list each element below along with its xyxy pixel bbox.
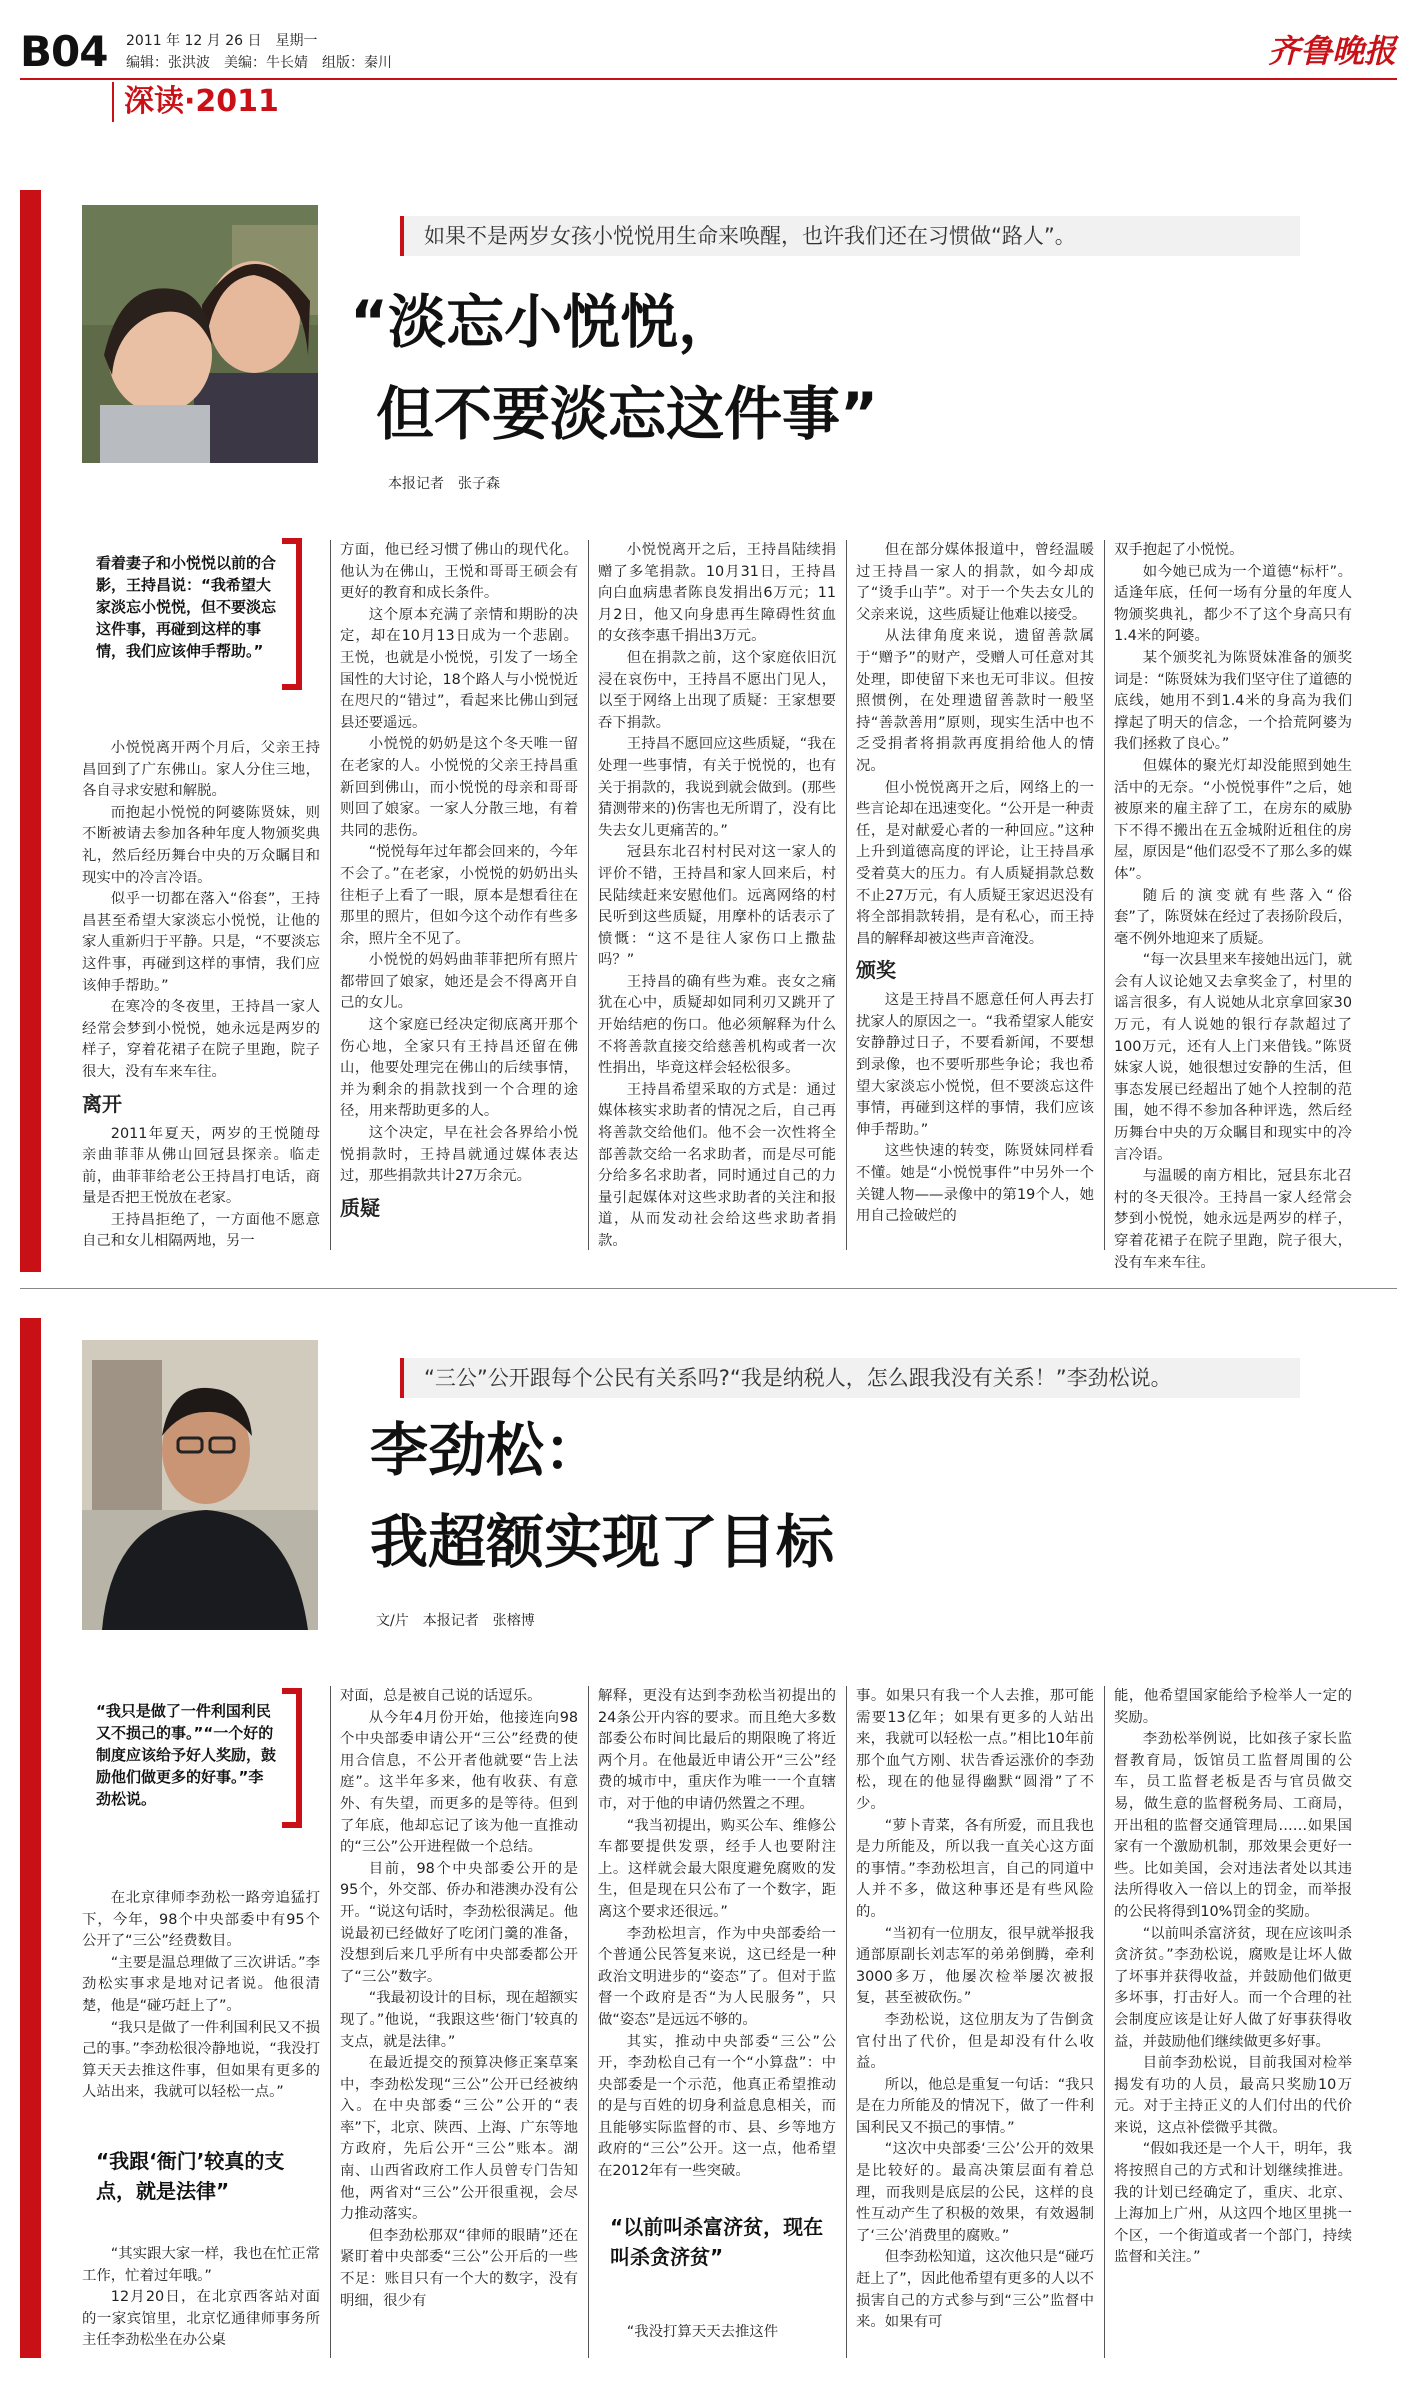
paragraph: 在最近提交的预算决修正案草案中，李劲松发现“三公”公开已经被纳入。在中央部委“三公”公开的“表率”下，北京、陕西、上海、广东等地方政府，先后公开“三公”账本。湖南、山西省政府工作人员曾专门告知他，两省对“三公”公开很重视，会尽力推动落实。: [340, 2055, 578, 2223]
section-tick: [112, 82, 114, 122]
paragraph: 某个颁奖礼为陈贤妹准备的颁奖词是：“陈贤妹为我们坚守住了道德的底线，她用不到1.4米的身高为我们撑起了明天的信念，一个拾荒阿婆为我们拯救了良心。”: [1114, 649, 1352, 753]
paragraph: 如今她已成为一个道德“标杆”。适逢年底，任何一场有分量的年度人物颁奖典礼，都少不了这个身高只有1.4米的阿婆。: [1114, 563, 1352, 645]
column-divider: [588, 1686, 589, 2358]
paragraph: 随后的演变就有些落入“俗套”了，陈贤妹在经过了表扬阶段后，毫不例外地迎来了质疑。: [1114, 887, 1352, 947]
paragraph: 这个家庭已经决定彻底离开那个伤心地，全家只有王持昌还留在佛山，他要处理完在佛山的后续事情，并为剩余的捐款找到一个合理的途径，用来帮助更多的人。: [340, 1017, 578, 1120]
paragraph: “以前叫杀富济贫，现在应该叫杀贪济贫。”李劲松说，腐败是让坏人做了坏事并获得收益，并鼓励他们做更多坏事，打击好人。而一个合理的社会制度应该是让好人做了好事获得收益，并鼓励他们继续做更多好事。: [1114, 1925, 1352, 2050]
story2-quote-bracket: [282, 1688, 302, 1828]
column-divider: [1104, 1686, 1105, 2358]
story1-headline-line1: “淡忘小悦悦，: [350, 288, 737, 356]
story2-lead: “三公”公开跟每个公民有关系吗?“我是纳税人，怎么跟我没有关系！”李劲松说。: [400, 1358, 1300, 1398]
paragraph: “每一次县里来车接她出远门，就会有人议论她又去拿奖金了，村里的谣言很多，有人说她从北京拿回家30万元，有人说她的银行存款超过了100万元，还有人上门来借钱。”陈贤妹家人说，她很想过安静的生活，但事态发展已经超出了她个人控制的范围，她不得不参加各种评选，然后经历舞台中央的万众瞩目和现实中的冷言冷语。: [1114, 952, 1352, 1163]
paragraph: 李劲松坦言，作为中央部委给一个普通公民答复来说，这已经是一种政治文明进步的“姿态”了。但对于监督一个政府是否“为人民服务”，只做“姿态”是远远不够的。: [598, 1925, 836, 2028]
paragraph: 而抱起小悦悦的阿婆陈贤妹，则不断被请去参加各种年度人物颁奖典礼，然后经历舞台中央的万众瞩目和现实中的冷言冷语。: [82, 804, 320, 886]
story2-photo: [82, 1340, 318, 1630]
paragraph: 但在部分媒体报道中，曾经温暖过王持昌一家人的捐款，如今却成了“烫手山芋”。对于一个失去女儿的父亲来说，这些质疑让他难以接受。: [856, 542, 1094, 623]
story2-column-2: [340, 1686, 578, 2358]
paragraph: 李劲松举例说，比如孩子家长监督教育局，饭馆员工监督周围的公车，员工监督老板是否与官员做交易，做生意的监督税务局、工商局，开出租的监督交通管理局……如果国家有一个激励机制，那效果会更好一些。比如美国，会对违法者处以其违法所得收入一倍以上的罚金，而举报的公民将得到10%罚金的奖励。: [1114, 1731, 1352, 1920]
story1-column-2: [340, 540, 578, 1260]
paragraph: 小悦悦的奶奶是这个冬天唯一留在老家的人。小悦悦的父亲王持昌重新回到佛山，而小悦悦的母亲和哥哥则回了娘家。一家人分散三地，有着共同的悲伤。: [340, 736, 578, 839]
paragraph: 但在捐款之前，这个家庭依旧沉浸在哀伤中，王持昌不愿出门见人，以至于网络上出现了质疑：王家想要吞下捐款。: [598, 649, 836, 731]
paragraph: “悦悦每年过年都会回来的，今年不会了。”在老家，小悦悦的奶奶出头往柜子上看了一眼，原本是想看往在那里的照片，但如今这个动作有些多余，照片全不见了。: [340, 844, 578, 947]
paragraph: 王持昌希望采取的方式是：通过媒体核实求助者的情况之后，自己再将善款交给他们。他不会一次性将全部善款交给一名求助者，而是尽可能分给多名求助者，同时通过自己的力量引起媒体对这些求助者的关注和报道，从而发动社会给这些求助者捐款。: [598, 1081, 836, 1249]
paragraph: 但媒体的聚光灯却没能照到她生活中的无奈。“小悦悦事件”之后，她被原来的雇主辞了工，在房东的威胁下不得不搬出在五金城附近租住的房屋，原因是“他们忍受不了那么多的媒体”。: [1114, 757, 1352, 882]
paragraph: 对面，总是被自己说的话逗乐。: [340, 1688, 542, 1704]
paragraph: 这个决定，早在社会各界给小悦悦捐款时，王持昌就通过媒体表达过，那些捐款共计27万余元。: [340, 1125, 578, 1185]
column-divider: [330, 540, 331, 1250]
paragraph: 但李劲松那双“律师的眼睛”还在紧盯着中央部委“三公”公开后的一些不足：账目只有一个大的数字，没有明细，很少有: [340, 2227, 578, 2309]
story-separator: [20, 1288, 1397, 1289]
paragraph: 双手抱起了小悦悦。: [1114, 542, 1244, 558]
paragraph: “我只是做了一件利国利民又不损己的事。”李劲松很冷静地说，“我没打算天天去推这件事，但如果有更多的人站出来，我就可以轻松一点。”: [82, 2019, 320, 2101]
paragraph: 2011年夏天，两岁的王悦随母亲曲菲菲从佛山回冠县探亲。临走前，曲菲菲给老公王持昌打电话，商量是否把王悦放在老家。: [82, 1125, 320, 1207]
section-title: 深读·2011: [124, 84, 279, 119]
paragraph: 其实，推动中央部委“三公”公开，李劲松自己有一个“小算盘”：中央部委是一个示范，他真正希望推动的是与百姓的切身利益息息相关，而且能够实际监督的市、县、乡等地方政府的“三公”公开。这一点，他希望在2012年有一些突破。: [598, 2033, 836, 2180]
paragraph: “萝卜青菜，各有所爱，而且我也是力所能及，所以我一直关心这方面的事情。”李劲松坦言，自己的同道中人并不多，做这种事还是有些风险的。: [856, 1817, 1094, 1920]
story2-column-3: [598, 1686, 836, 2186]
paragraph: 从法律角度来说，遗留善款属于“赠予”的财产，受赠人可任意对其处理，即使留下来也无可非议。但按照惯例，在处理遗留善款时一般坚持“善款善用”原则，现实生活中也不乏受捐者将捐款再度捐给他人的情况。: [856, 628, 1094, 774]
story2-column-5: [1114, 1686, 1352, 2358]
story2-headline-line1: 李劲松：: [370, 1416, 603, 1484]
paragraph: 小悦悦离开之后，王持昌陆续捐赠了多笔捐款。10月31日，王持昌向白血病患者陈良发捐出6万元；11月2日，他又向身患再生障碍性贫血的女孩李惠千捐出3万元。: [598, 542, 836, 645]
story1-byline: 本报记者 张子森: [388, 476, 500, 492]
story1-column-4: [856, 540, 1094, 1260]
story2-column-2-text: [340, 1686, 578, 2312]
story2-side-bar: [20, 1318, 41, 2358]
paragraph: 李劲松说，这位朋友为了告倒贪官付出了代价，但是却没有什么收益。: [856, 2011, 1094, 2072]
paragraph: 在寒冷的冬夜里，王持昌一家人经常会梦到小悦悦，她永远是两岁的样子，穿着花裙子在院子里跑，院子很大，没有车来车往。: [82, 999, 320, 1080]
paragraph: “这次中央部委‘三公’公开的效果是比较好的。最高决策层面有着总理，而我则是底层的公民，这样的良性互动产生了积极的效果，有效遏制了‘三公’消费里的腐败。”: [856, 2141, 1094, 2244]
story1-quote-bracket: [282, 538, 302, 690]
paragraph: 目前，98个中央部委公开的是95个，外交部、侨办和港澳办没有公开。“说这句话时，李劲松很满足。他说最初已经做好了吃闭门羹的准备，没想到后来几乎所有中央部委都公开了“三公”数字。: [340, 1860, 578, 1985]
story1-column-5-text: [1114, 540, 1352, 1274]
story2-column-3b-text: [598, 2322, 836, 2344]
column-divider: [1104, 540, 1105, 1250]
column-divider: [330, 1686, 331, 2358]
story1-column-4-text: [856, 540, 1094, 1228]
story2-pullquote-1: “我跟‘衙门’较真的支点，就是法律”: [96, 2149, 285, 2203]
story2-column-1b: [82, 2244, 320, 2354]
story1-column-3-text: [598, 540, 836, 1253]
story2-column-1: [82, 1888, 320, 2128]
paragraph: 这些快速的转变，陈贤妹同样看不懂。她是“小悦悦事件”中另外一个关键人物——录像中的第19个人，她用自己捡破烂的: [856, 1143, 1094, 1225]
paragraph: 王持昌的确有些为难。丧女之痛犹在心中，质疑却如同利刃又跳开了开始结疤的伤口。他必须解释为什么不将善款直接交给慈善机构或者一次性捐出，毕竟这样会轻松很多。: [598, 973, 836, 1077]
paragraph: 与温暖的南方相比，冠县东北召村的冬天很冷。王持昌一家人经常会梦到小悦悦，她永远是两岁的样子，穿着花裙子在院子里跑，院子很大，没有车来车往。: [1114, 1168, 1352, 1271]
story2-quote: “我只是做了一件利国利民又不损己的事。”“一个好的制度应该给予好人奖励，鼓励他们做更多的好事。”李劲松说。: [96, 1702, 277, 1808]
date-line: 2011 年 12 月 26 日 星期一: [126, 33, 318, 49]
paragraph: 小悦悦的妈妈曲菲菲把所有照片都带回了娘家，她还是会不得离开自己的女儿。: [340, 952, 578, 1012]
paragraph: 目前李劲松说，目前我国对检举揭发有功的人员，最高只奖励10万元。对于主持正义的人们付出的代价来说，这点补偿微乎其微。: [1114, 2055, 1352, 2136]
paragraph: 方面，他已经习惯了佛山的现代化。他认为在佛山，王悦和哥哥王硕会有更好的教育和成长条件。: [340, 542, 578, 602]
story1-column-3: [598, 540, 836, 1260]
paragraph: “其实跟大家一样，我也在忙正常工作，忙着过年哦。”: [82, 2246, 320, 2284]
column-divider: [846, 1686, 847, 2358]
story1-quote: 看着妻子和小悦悦以前的合影，王持昌说：“我希望大家淡忘小悦悦，但不要淡忘这件事，再碰到这样的事情，我们应该伸手帮助。”: [96, 554, 277, 660]
paragraph: 从今年4月份开始，他接连向98个中央部委申请公开“三公”经费的使用合信息，不公开者他就要“告上法庭”。这半年多来，他有收获、有意外、有失望，而更多的是等待。但到了年底，他却忘记了该为他一直推动的“三公”公开进程做一个总结。: [340, 1709, 578, 1856]
page-number: B04: [20, 27, 108, 76]
paragraph: “假如我还是一个人干，明年，我将按照自己的方式和计划继续推进。我的计划已经确定了，重庆、北京、上海加上广州，从这四个地区里挑一个区，一个街道或者一个部门，持续监督和关注。”: [1114, 2141, 1352, 2266]
story2-column-3b: [598, 2322, 836, 2358]
story2-column-4-text: [856, 1686, 1094, 2334]
paragraph: “我没打算天天去推这件: [626, 2324, 779, 2340]
story1-side-bar: [20, 190, 41, 1272]
paragraph: “我当初提出，购买公车、维修公车都要提供发票，经手人也要附注上。这样就会最大限度避免腐败的发生，但是现在只公布了一个数字，距离这个要求还很远。”: [598, 1817, 836, 1920]
masthead: [0, 0, 1417, 130]
paragraph: 解释，更没有达到李劲松当初提出的24条公开内容的要求。而且绝大多数部委公布时间比最后的期限晚了将近两个月。在他最近申请公开“三公”经费的城市中，重庆作为唯一一个直辖市，对于他的申请仍然置之不理。: [598, 1688, 836, 1812]
paragraph: 小悦悦离开两个月后，父亲王持昌回到了广东佛山。家人分住三地，各自寻求安慰和解脱。: [82, 740, 320, 800]
subhead: 颁奖: [856, 958, 896, 983]
paragraph: 能，他希望国家能给予检举人一定的奖励。: [1114, 1688, 1352, 1726]
story2-byline: 文/片 本报记者 张榕博: [376, 1613, 535, 1629]
paragraph: “当初有一位朋友，很早就举报我通部原副长刘志军的弟弟倒腾，牵利3000多万，他屡次检举屡次被报复，甚至被砍伤。”: [856, 1925, 1094, 2007]
story1-lead: 如果不是两岁女孩小悦悦用生命来唤醒，也许我们还在习惯做“路人”。: [400, 216, 1300, 256]
paragraph: 所以，他总是重复一句话：“我只是在力所能及的情况下，做了一件利国利民又不损己的事情。”: [856, 2076, 1094, 2136]
paragraph: 王持昌不愿回应这些质疑，“我在处理一些事情，有关于悦悦的，也有关于捐款的，我说到就会做到。(那些猜测带来的)伤害也无所谓了，没有比失去女儿更痛苦的。”: [598, 736, 836, 839]
column-divider: [846, 540, 847, 1250]
paragraph: 在北京律师李劲松一路旁追猛打下，今年，98个中央部委中有95个公开了“三公”经费数目。: [82, 1890, 320, 1950]
story2-column-1-text: [82, 1888, 320, 2104]
paragraph: 但小悦悦离开之后，网络上的一些言论却在迅速变化。“公开是一种责任，是对献爱心者的一种回应。”这种上升到道德高度的评论，让王持昌承受着莫大的压力。有人质疑捐款总数不止27万元，有人质疑王家迟迟没有将全部捐款转捐，是有私心，而王持昌的解释却被这些声音淹没。: [856, 779, 1094, 947]
paragraph: 但李劲松知道，这次他只是“碰巧赶上了”，因此他希望有更多的人以不损害自己的方式参与到“三公”监督中来。如果有可: [856, 2249, 1094, 2331]
story1-column-1: [82, 738, 320, 1248]
editors-line: 编辑：张洪波 美编：牛长婧 组版：秦川: [126, 55, 392, 71]
story1-column-1-text: [82, 738, 320, 1253]
story1-column-2-text: [340, 540, 578, 1222]
mother-daughter-photo: [82, 205, 318, 463]
paragraph: “主要是温总理做了三次讲话。”李劲松实事求是地对记者说。他很清楚，他是“碰巧赶上了”。: [82, 1954, 320, 2014]
masthead-rule: [20, 78, 1397, 80]
story2-column-5-text: [1114, 1686, 1352, 2269]
paragraph: “我最初设计的目标，现在超额实现了。”他说，“我跟这些‘衙门’较真的支点，就是法律。”: [340, 1990, 578, 2050]
paragraph: 似乎一切都在落入“俗套”，王持昌甚至希望大家淡忘小悦悦，让他的家人重新归于平静。只是，“不要淡忘这件事，再碰到这样的事情，我们应该伸手帮助。”: [82, 891, 320, 994]
subhead: 离开: [82, 1091, 122, 1116]
paragraph: 事。如果只有我一个人去推，那可能需要13亿年；如果有更多的人站出来，我就可以轻松一点。”相比10年前那个血气方刚、状告香运涨价的李劲松，现在的他显得幽默“圆滑”了不少。: [856, 1688, 1094, 1812]
story2-column-1b-text: [82, 2244, 320, 2352]
paragraph: 冠县东北召村村民对这一家人的评价不错，王持昌和家人回来后，村民陆续赶来安慰他们。远离网络的村民听到这些质疑，用摩朴的话表示了愤慨：“这不是往人家伤口上撒盐吗？”: [598, 844, 836, 969]
story2-pullquote-2: “以前叫杀富济贫，现在叫杀贪济贫”: [610, 2215, 824, 2269]
story2-column-3-text: [598, 1686, 836, 2183]
paragraph: 这是王持昌不愿意任何人再去打扰家人的原因之一。“我希望家人能安安静静过日子，不要看新闻，不要想到录像，也不要听那些争论；我也希望大家淡忘小悦悦，但不要淡忘这件事情，再碰到这样的事情，我们应该伸手帮助。”: [856, 992, 1094, 1138]
column-divider: [588, 540, 589, 1250]
story1-headline-line2: 但不要淡忘这件事”: [376, 380, 879, 448]
subhead: 质疑: [340, 1195, 380, 1220]
paragraph: 12月20日，在北京西客站对面的一家宾馆里，北京忆通律师事务所主任李劲松坐在办公桌: [82, 2289, 320, 2349]
brand-logo: 齐鲁晚报: [1268, 32, 1397, 70]
story2-column-4: [856, 1686, 1094, 2358]
story1-photo: [82, 205, 318, 463]
portrait-photo: [82, 1340, 318, 1630]
story1-column-5: [1114, 540, 1352, 1271]
paragraph: 王持昌拒绝了，一方面他不愿意自己和女儿相隔两地，另一: [82, 1211, 320, 1250]
story2-headline-line2: 我超额实现了目标: [370, 1508, 835, 1576]
paragraph: 这个原本充满了亲情和期盼的决定，却在10月13日成为一个悲剧。王悦，也就是小悦悦，引发了一场全国性的大讨论，18个路人与小悦悦近在咫尺的“错过”，看起来比佛山到冠县还要遥远。: [340, 606, 578, 731]
